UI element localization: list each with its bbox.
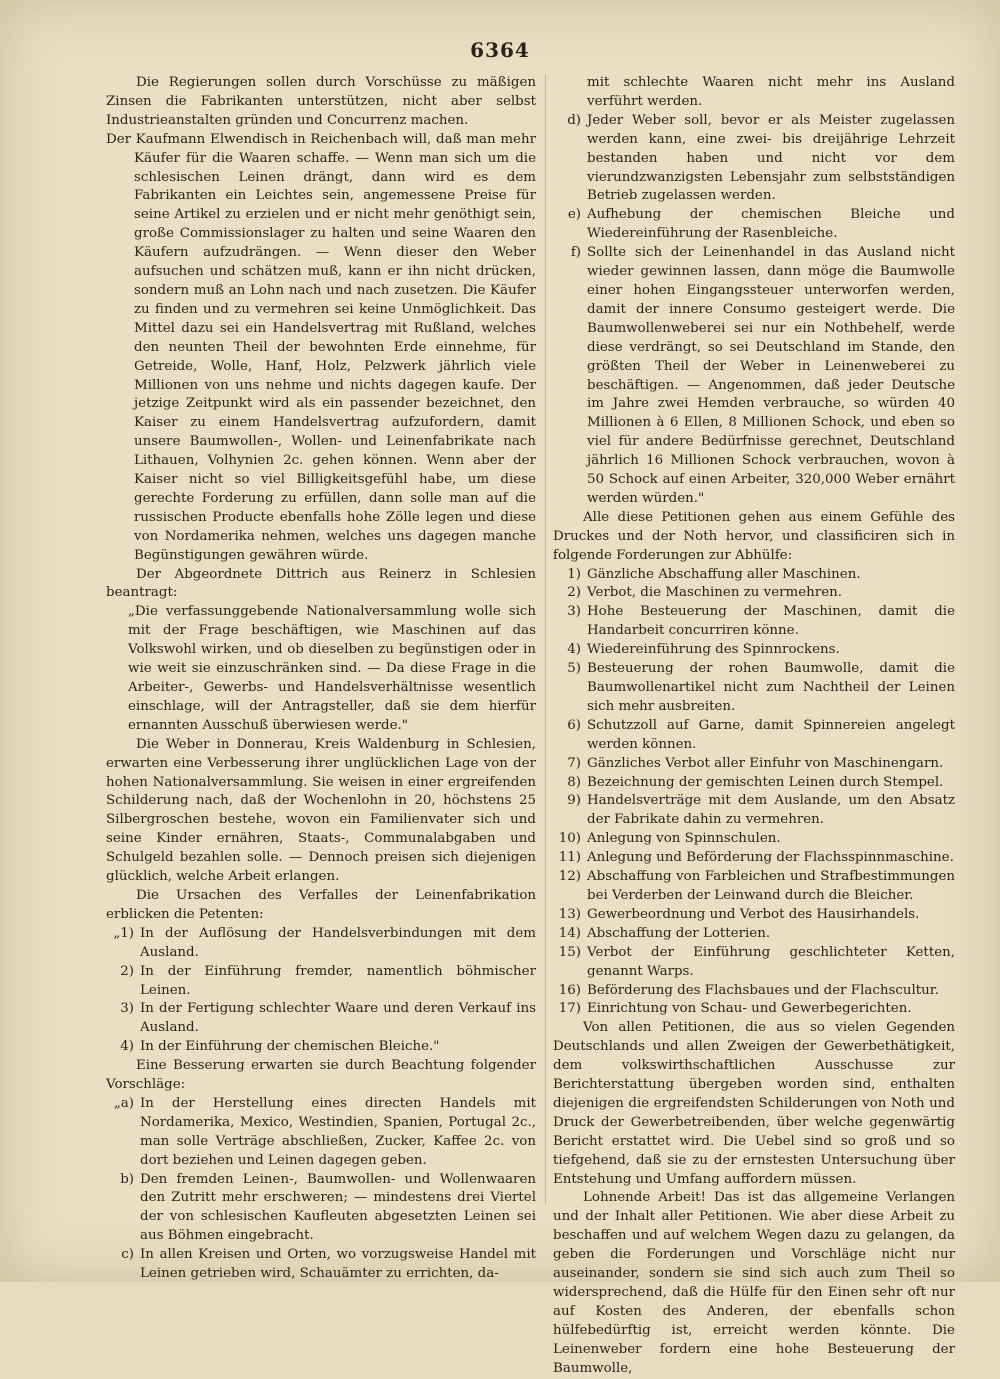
list-text: Besteuerung der rohen Baumwolle, damit die Baumwollenartikel nicht zum Nachtheil der Leinen sich mehr ausbreiten. <box>587 661 955 714</box>
list-text: In der Einführung fremder, namentlich böhmischer Leinen. <box>140 963 536 998</box>
list-marker: e) <box>567 207 581 223</box>
column-divider <box>545 74 546 1204</box>
list-text: Jeder Weber soll, bevor er als Meister zugelassen werden kann, eine zwei- bis dreijährige Lehrzeit bestanden haben und nicht vor dem vierundzwanzigsten Lebensjahr zum selbstständigen Betrieb zugelassen werden. <box>587 112 955 204</box>
list-marker: 2) <box>567 585 581 601</box>
list-item-demand <box>553 849 955 868</box>
list-item-demand <box>553 792 955 830</box>
list-text: Abschaffung der Lotterien. <box>587 925 771 941</box>
paragraph-von-allen-petitionen: Von allen Petitionen, die aus so vielen Gegenden Deutschlands und allen Zweigen der Gewerbethätigkeit, dem volkswirthschaftlichen Ausschusse zur Berichterstattung übergeben worden sind, enthalten diejenigen die ergreifendsten Schilderungen von Noth und Druck der Gewerbetreibenden, über welche gegenwärtig Bericht erstattet wird. Die Uebel sind so groß und so tiefgehend, daß sie zu der ernstesten Untersuchung über Entstehung und Umfang auffordern müssen. <box>553 1020 955 1187</box>
list-marker: 10) <box>558 831 581 847</box>
list-marker: d) <box>567 112 581 128</box>
list-text: In der Einführung der chemischen Bleiche." <box>140 1039 440 1055</box>
list-marker: 14) <box>558 925 581 941</box>
paragraph-dittrich: Der Abgeordnete Dittrich aus Reinerz in Schlesien beantragt: <box>106 566 536 601</box>
list-marker: 7) <box>567 755 581 771</box>
list-text: Beförderung des Flachsbaues und der Flachscultur. <box>587 982 939 998</box>
list-item-demand <box>553 584 955 603</box>
list-item-cause <box>106 963 536 1001</box>
list-text: Verbot der Einführung geschlichteter Ketten, genannt Warps. <box>587 944 955 979</box>
list-marker: 4) <box>567 642 581 658</box>
list-marker: „1) <box>113 925 134 941</box>
list-text: Gewerbeordnung und Verbot des Hausirhandels. <box>587 906 920 922</box>
list-marker: 16) <box>558 982 581 998</box>
list-item-demand <box>553 603 955 641</box>
list-text: Bezeichnung der gemischten Leinen durch Stempel. <box>587 774 944 790</box>
list-item-cause <box>106 1038 536 1057</box>
list-marker: 13) <box>558 906 581 922</box>
list-text: Einrichtung von Schau- und Gewerbegerichten. <box>587 1001 912 1017</box>
list-marker: 4) <box>120 1039 134 1055</box>
list-marker-empty <box>553 74 587 112</box>
list-text: Gänzliche Abschaffung aller Maschinen. <box>587 566 861 582</box>
list-marker: 12) <box>558 869 581 885</box>
list-marker: 2) <box>120 963 134 979</box>
list-marker: b) <box>120 1171 134 1187</box>
list-text: Wiedereinführung des Spinnrockens. <box>587 642 840 658</box>
list-item-proposal <box>553 206 955 244</box>
list-marker: 3) <box>567 604 581 620</box>
list-item-cause <box>106 1000 536 1038</box>
list-item-proposal <box>106 1246 536 1284</box>
paragraph-ursachen: Die Ursachen des Verfalles der Leinenfabrikation erblicken die Petenten: <box>106 887 536 922</box>
list-item-demand <box>553 906 955 925</box>
list-item-proposal <box>553 244 955 509</box>
list-text: Aufhebung der chemischen Bleiche und Wiedereinführung der Rasenbleiche. <box>587 207 955 242</box>
list-item-demand <box>553 1000 955 1019</box>
list-text: mit schlechte Waaren nicht mehr ins Ausland verführt werden. <box>587 75 955 109</box>
list-text: In allen Kreisen und Orten, wo vorzugsweise Handel mit Leinen getrieben wird, Schauämter zu errichten, da- <box>140 1247 536 1282</box>
list-item-demand <box>553 925 955 944</box>
right-column <box>553 74 955 1379</box>
paragraph-weber-donnerau: Die Weber in Donnerau, Kreis Waldenburg in Schlesien, erwarten eine Verbesserung ihrer unglücklichen Lage von der hohen Nationalversammlung. Sie weisen in einer ergreifenden Schilderung nach, daß der Wochenlohn in 20, höchstens 25 Silbergroschen bestehe, wovon ein Familienvater sich und seine Kinder ernähren, Staats-, Communalabgaben und Schulgeld bezahlen solle. — Dennoch preisen sich diejenigen glücklich, welche Arbeit erlangen. <box>106 736 536 885</box>
list-item-proposal <box>106 1095 536 1171</box>
list-item-demand <box>553 641 955 660</box>
list-item-demand <box>553 944 955 982</box>
list-text: Hohe Besteuerung der Maschinen, damit die Handarbeit concurriren könne. <box>587 604 955 639</box>
list-marker: 5) <box>567 661 581 677</box>
list-marker: 9) <box>567 793 581 809</box>
list-item-demand <box>553 755 955 774</box>
list-text: Den fremden Leinen-, Baumwollen- und Wollenwaaren den Zutritt mehr erschweren; — mindestens drei Viertel der von schlesischen Kaufleuten abgesetzten Leinen sei aus Böhmen eingebracht. <box>140 1171 536 1244</box>
list-item-proposal-continued <box>553 74 955 112</box>
list-marker: c) <box>121 1247 134 1263</box>
list-item-cause <box>106 925 536 963</box>
list-item-demand <box>553 717 955 755</box>
list-text: Schutzzoll auf Garne, damit Spinnereien angelegt werden können. <box>587 717 955 752</box>
list-text: Sollte sich der Leinenhandel in das Ausland nicht wieder gewinnen lassen, dann möge die Baumwolle einer hohen Eingangssteuer unterworfen werden, damit der innere Consumo gesteigert werde. Die Baumwollenweberei sei nur ein Nothbehelf, werde diese verdrängt, so sei Deutschland im Stande, den größten Theil der Weber in Leinenweberei zu beschäftigen. — Angenommen, daß jeder Deutsche im Jahre zwei Hemden verbrauche, so würden 40 Millionen à 6 Ellen, 8 Millionen Schock, und eben so viel für andere Bedürfnisse gerechnet, Deutschland jährlich 16 Millionen Schock verbrauchen, wovon à 50 Schock auf einen Arbeiter, 320,000 Weber ernährt werden würden." <box>587 245 955 506</box>
list-item-demand <box>553 868 955 906</box>
list-item-demand <box>553 566 955 585</box>
list-item-demand <box>553 830 955 849</box>
list-text: Anlegung von Spinnschulen. <box>587 831 781 847</box>
list-text: Verbot, die Maschinen zu vermehren. <box>587 585 843 601</box>
list-text: In der Fertigung schlechter Waare und deren Verkauf ins Ausland. <box>140 1001 536 1036</box>
list-marker: 15) <box>558 944 581 960</box>
list-text: Anlegung und Beförderung der Flachsspinnmaschine. <box>587 850 954 866</box>
list-marker: „a) <box>113 1095 134 1111</box>
list-marker: 11) <box>558 850 581 866</box>
paragraph-lohnende-arbeit: Lohnende Arbeit! Das ist das allgemeine Verlangen und der Inhalt aller Petitionen. Wie aber diese Arbeit zu beschaffen und auf welchem Wegen dazu zu gelangen, da geben die Forderungen und Vorschläge nicht nur auseinander, sondern sie sind sich auch zum Theil so widersprechend, daß die Hülfe für den Einen sehr oft nur auf Kosten des Anderen, der ebenfalls schon hülfebedürftig ist, erreicht werden könnte. Die Leinenweber fordern eine hohe Besteuerung der Baumwolle, <box>553 1190 955 1376</box>
list-text: Gänzliches Verbot aller Einfuhr von Maschinengarn. <box>587 755 944 771</box>
paragraph-kaufmann: Der Kaufmann Elwendisch in Reichenbach will, daß man mehr Käufer für die Waaren schaffe. — Wenn man sich um die schlesischen Leinen drängt, dann wird es dem Fabrikanten ein Leichtes sein, angemessene Preise für seine Artikel zu erzielen und er nicht mehr genöthigt sein, große Commissionslager zu halten und seine Waaren den Käufern aufzudrängen. — Wenn dieser den Weber aufsuchen und schätzen muß, kann er ihn nicht drücken, sondern muß an Lohn nach und nach zusetzen. Die Käufer zu finden und zu vermehren sei keine Unmöglichkeit. Das Mittel dazu sei ein Handelsvertrag mit Rußland, welches den neunten Theil der bewohnten Erde einnehme, für Getreide, Wolle, Hanf, Holz, Pelzwerk jährlich viele Millionen von uns nehme und nichts dagegen kaufe. Der jetzige Zeitpunkt wird als ein passender bezeichnet, den Kaiser zu einem Handelsvertrag aufzufordern, damit unsere Baumwollen-, Wollen- und Leinenfabrikate nach Lithauen, Volhynien 2c. gehen können. Wenn aber der Kaiser nicht so viel Billigkeitsgefühl habe, um diese gerechte Forderung zu erfüllen, dann solle man auf die russischen Producte ebenfalls hohe Zölle legen und diese von Nordamerika nehmen, welches uns dagegen manche Begünstigungen gewähren würde. <box>106 131 536 563</box>
list-text: Handelsverträge mit dem Auslande, um den Absatz der Fabrikate dahin zu vermehren. <box>587 793 955 828</box>
list-item-demand <box>553 774 955 793</box>
list-text: In der Herstellung eines directen Handels mit Nordamerika, Mexico, Westindien, Spanien, Portugal 2c., man solle Verträge abschließen, Zucker, Kaffee 2c. von dort beziehen und Leinen dagegen geben. <box>140 1095 536 1168</box>
paragraph-alle-petitionen: Alle diese Petitionen gehen aus einem Gefühle des Druckes und der Noth hervor, und classificiren sich in folgende Forderungen zur Abhülfe: <box>553 509 955 563</box>
list-marker: 3) <box>120 1001 134 1017</box>
list-text: Abschaffung von Farbleichen und Strafbestimmungen bei Verderben der Leinwand durch die Bleicher. <box>587 869 955 903</box>
list-marker: f) <box>570 245 581 261</box>
left-column <box>106 74 536 1284</box>
list-marker: 1) <box>567 566 581 582</box>
list-item-proposal <box>553 112 955 207</box>
list-item-demand <box>553 982 955 1001</box>
list-marker: 8) <box>567 774 581 790</box>
paragraph-besserung: Eine Besserung erwarten sie durch Beachtung folgender Vorschläge: <box>106 1058 536 1093</box>
list-item-proposal <box>106 1171 536 1247</box>
list-text: In der Auflösung der Handelsverbindungen mit dem Ausland. <box>140 925 536 960</box>
paragraph-regierungen: Die Regierungen sollen durch Vorschüsse zu mäßigen Zinsen die Fabrikanten unterstützen, nicht aber selbst Industrieanstalten gründen und Concurrenz machen. <box>106 75 536 128</box>
paragraph-antrag-quote: „Die verfassunggebende Nationalversammlung wolle sich mit der Frage beschäftigen, wie Maschinen auf das Volkswohl wirken, und ob dieselben zu begünstigen oder in wie weit sie einzuschränken sind. — Da diese Frage in die Arbeiter-, Gewerbs- und Handelsverhältnisse wesentlich einschlage, will der Antragsteller, daß sie dem hierfür ernannten Ausschuß überwiesen werde." <box>128 604 536 733</box>
list-item-demand <box>553 660 955 717</box>
page-number: 6364 <box>470 38 530 62</box>
list-marker: 17) <box>558 1001 581 1017</box>
list-marker: 6) <box>567 717 581 733</box>
